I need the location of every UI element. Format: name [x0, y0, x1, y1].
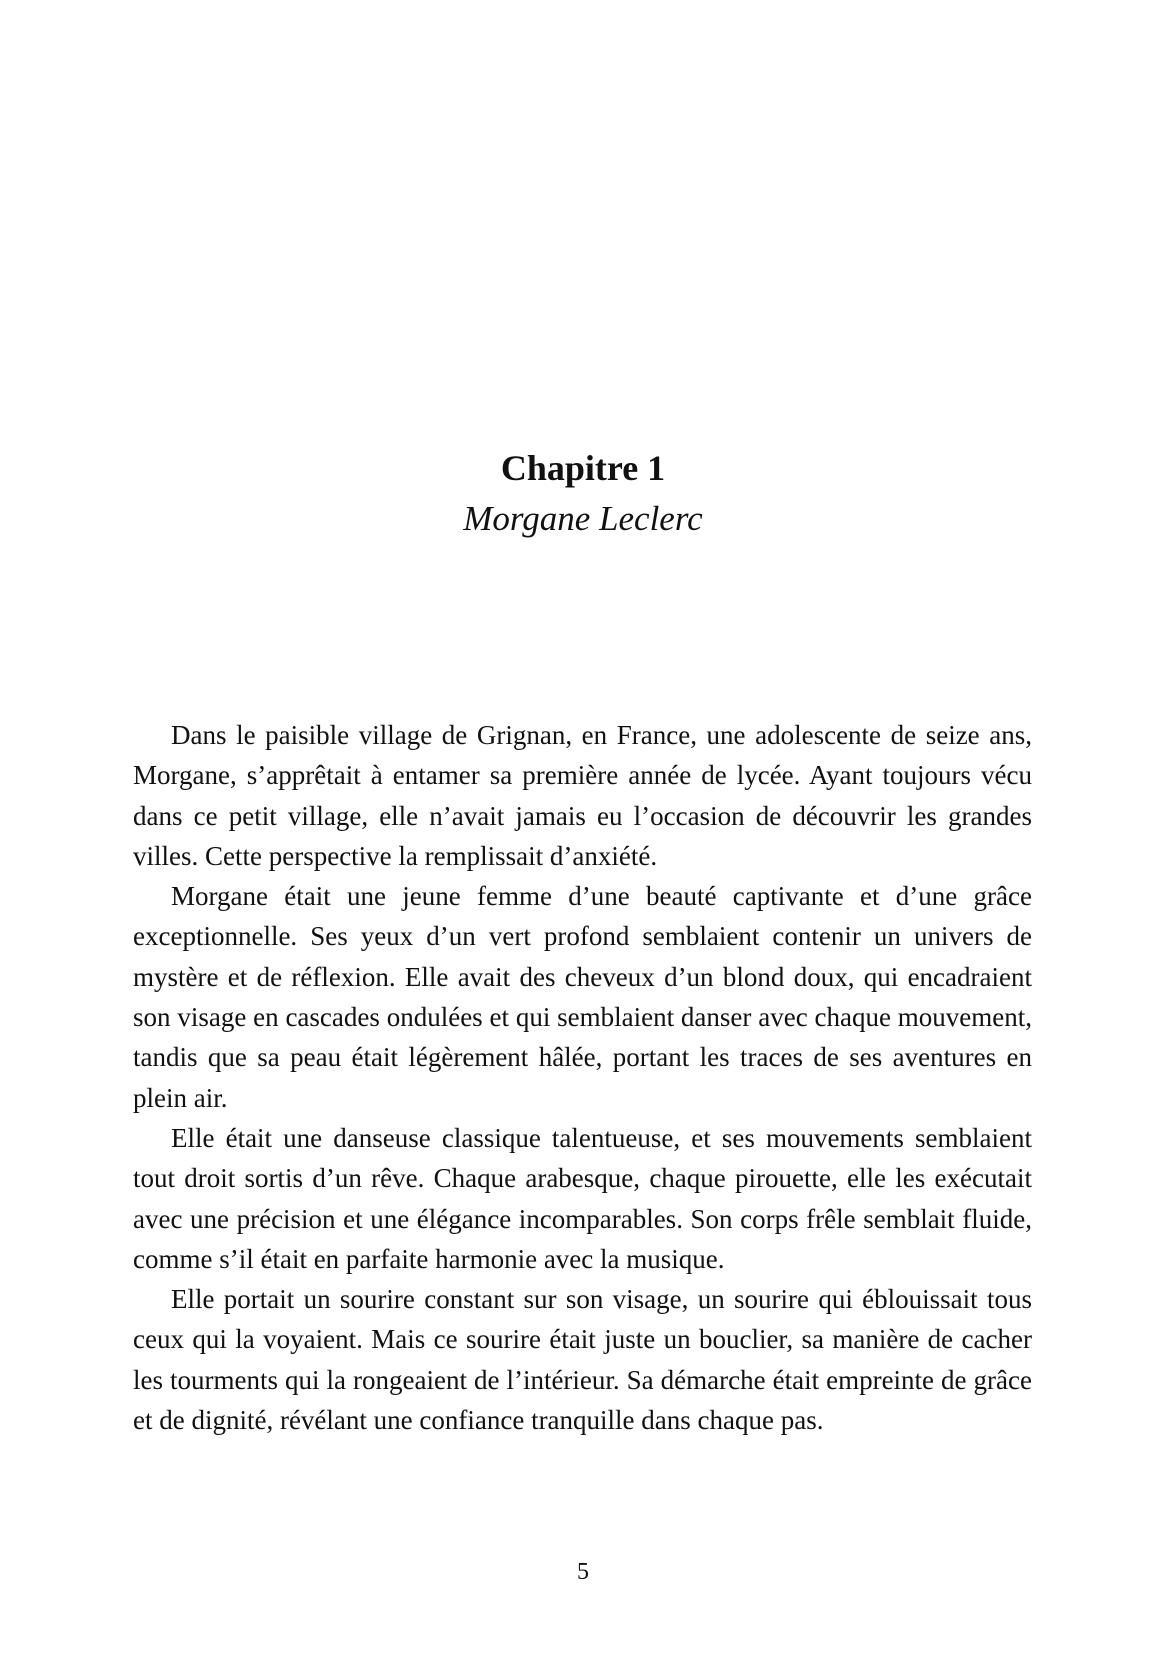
chapter-header [0, 443, 1166, 545]
paragraph: Morgane était une jeune femme d’une beauté captivante et d’une grâce exceptionnelle. Ses yeux d’un vert profond semblaient contenir un univers de mystère et de réflexion. Elle avait des cheveux d’un blond doux, qui encadraient son visage en cascades ondulées et qui semblaient danser avec chaque mouvement, tandis que sa peau était légèrement hâlée, portant les traces de ses aventures en plein air. [133, 881, 1032, 1113]
chapter-number: Chapitre 1 [500, 448, 666, 488]
page-number: 5 [577, 1559, 589, 1585]
chapter-body [133, 715, 1032, 1440]
paragraph: Dans le paisible village de Grignan, en France, une adolescente de seize ans, Morgane, s’apprêtait à entamer sa première année de lycée. Ayant toujours vécu dans ce petit village, elle n’avait jamais eu l’occasion de découvrir les grandes villes. Cette perspective la remplissait d’anxiété. [133, 720, 1032, 871]
paragraph: Elle portait un sourire constant sur son visage, un sourire qui éblouissait tous ceux qui la voyaient. Mais ce sourire était juste un bouclier, sa manière de cacher les tourments qui la rongeaient de l’intérieur. Sa démarche était empreinte de grâce et de dignité, révélant une confiance tranquille dans chaque pas. [133, 1284, 1032, 1436]
paragraph: Elle était une danseuse classique talentueuse, et ses mouvements semblaient tout droit sortis d’un rêve. Chaque arabesque, chaque pirouette, elle les exécutait avec une précision et une élégance incomparables. Son corps frêle semblait fluide, comme s’il était en parfaite harmonie avec la musique. [133, 1122, 1032, 1274]
chapter-title: Morgane Leclerc [463, 499, 703, 538]
